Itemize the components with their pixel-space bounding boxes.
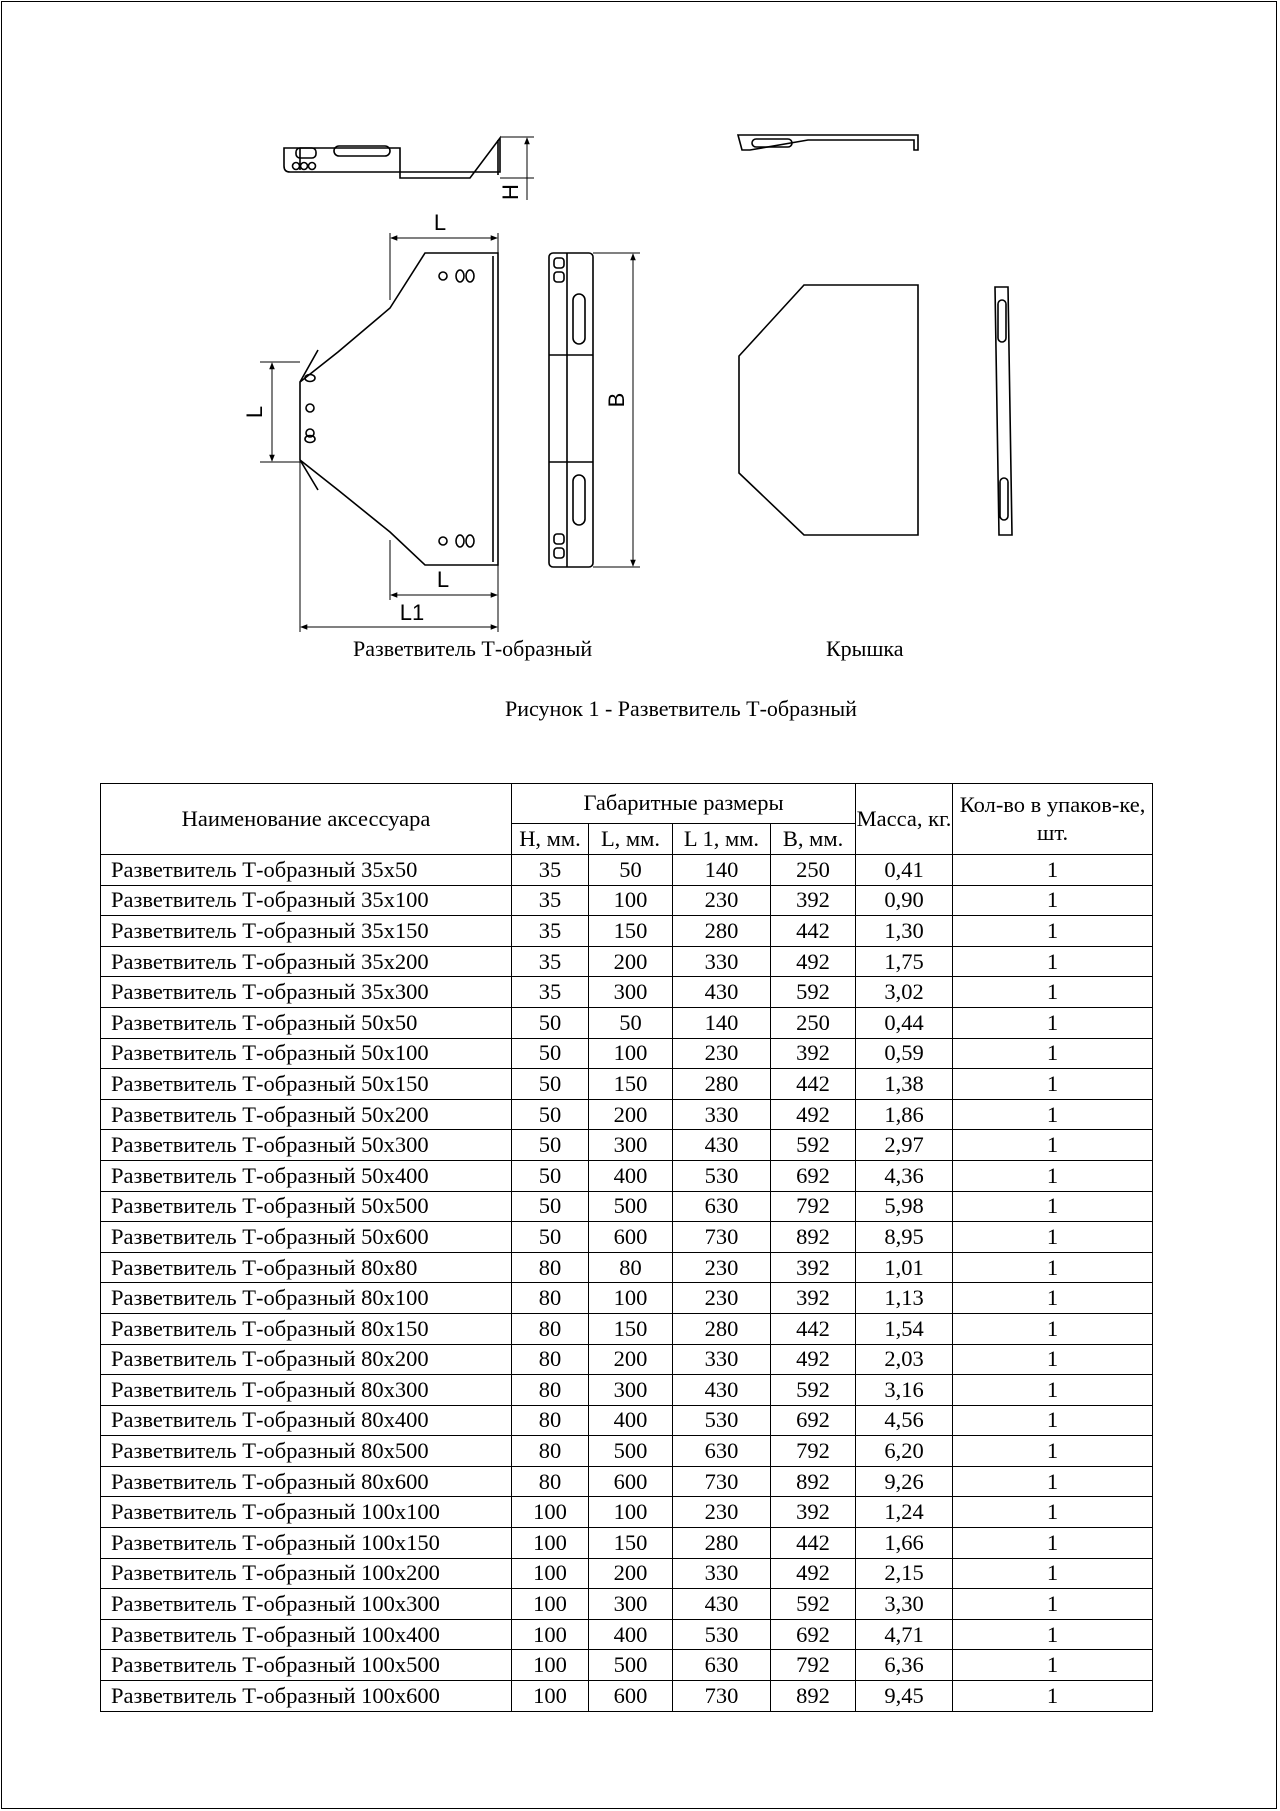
cell-name: Разветвитель Т-образный 100х600 — [101, 1681, 512, 1712]
side-view — [284, 137, 534, 200]
cell-name: Разветвитель Т-образный 50х500 — [101, 1191, 512, 1222]
cell-mass: 1,66 — [856, 1528, 953, 1559]
cell-qty: 1 — [953, 1375, 1153, 1406]
cell-l: 600 — [589, 1466, 673, 1497]
cell-l: 400 — [589, 1619, 673, 1650]
cell-qty: 1 — [953, 1252, 1153, 1283]
cell-b: 592 — [771, 1375, 856, 1406]
cover-side-view — [738, 135, 918, 150]
cell-name: Разветвитель Т-образный 100х100 — [101, 1497, 512, 1528]
dim-label-l-top: L — [433, 210, 447, 235]
header-qty: Кол-во в упаков-ке, шт. — [953, 784, 1153, 855]
cell-mass: 1,24 — [856, 1497, 953, 1528]
cell-mass: 0,44 — [856, 1007, 953, 1038]
cell-h: 50 — [512, 1222, 589, 1253]
dim-label-l-left: L — [242, 405, 267, 419]
cell-h: 100 — [512, 1589, 589, 1620]
cell-mass: 6,20 — [856, 1436, 953, 1467]
table-row — [101, 1130, 1153, 1161]
cell-h: 50 — [512, 1038, 589, 1069]
cell-l1: 230 — [673, 1497, 771, 1528]
cell-mass: 8,95 — [856, 1222, 953, 1253]
cell-mass: 3,30 — [856, 1589, 953, 1620]
cell-name: Разветвитель Т-образный 100х200 — [101, 1558, 512, 1589]
cell-qty: 1 — [953, 916, 1153, 947]
cell-name: Разветвитель Т-образный 80х200 — [101, 1344, 512, 1375]
cell-mass: 4,36 — [856, 1160, 953, 1191]
cell-qty: 1 — [953, 855, 1153, 886]
cell-mass: 0,41 — [856, 855, 953, 886]
table-row — [101, 916, 1153, 947]
cell-mass: 5,98 — [856, 1191, 953, 1222]
cell-b: 392 — [771, 1497, 856, 1528]
cell-qty: 1 — [953, 1589, 1153, 1620]
cell-mass: 9,45 — [856, 1681, 953, 1712]
cell-qty: 1 — [953, 1528, 1153, 1559]
cell-l: 200 — [589, 1558, 673, 1589]
cell-name: Разветвитель Т-образный 100х300 — [101, 1589, 512, 1620]
header-b: B, мм. — [771, 823, 856, 854]
cell-b: 392 — [771, 1252, 856, 1283]
cell-b: 442 — [771, 1528, 856, 1559]
cell-name: Разветвитель Т-образный 35х150 — [101, 916, 512, 947]
cell-qty: 1 — [953, 1222, 1153, 1253]
cell-name: Разветвитель Т-образный 80х600 — [101, 1466, 512, 1497]
cell-h: 80 — [512, 1405, 589, 1436]
cell-h: 35 — [512, 916, 589, 947]
cell-name: Разветвитель Т-образный 80х80 — [101, 1252, 512, 1283]
cell-l: 150 — [589, 916, 673, 947]
cell-mass: 4,71 — [856, 1619, 953, 1650]
spec-table-body — [101, 855, 1153, 1712]
cell-h: 50 — [512, 1130, 589, 1161]
cell-l: 300 — [589, 1589, 673, 1620]
cell-l1: 140 — [673, 855, 771, 886]
cell-h: 80 — [512, 1375, 589, 1406]
table-row — [101, 1222, 1153, 1253]
cell-l: 500 — [589, 1191, 673, 1222]
cell-qty: 1 — [953, 1283, 1153, 1314]
cell-h: 100 — [512, 1497, 589, 1528]
cell-h: 50 — [512, 1191, 589, 1222]
cell-l1: 430 — [673, 1589, 771, 1620]
cell-name: Разветвитель Т-образный 80х500 — [101, 1436, 512, 1467]
cell-b: 250 — [771, 855, 856, 886]
cell-mass: 9,26 — [856, 1466, 953, 1497]
cell-h: 35 — [512, 855, 589, 886]
cell-l: 500 — [589, 1650, 673, 1681]
cell-qty: 1 — [953, 1069, 1153, 1100]
cell-b: 892 — [771, 1222, 856, 1253]
cell-mass: 0,59 — [856, 1038, 953, 1069]
cell-l: 80 — [589, 1252, 673, 1283]
table-row — [101, 946, 1153, 977]
cell-l1: 730 — [673, 1466, 771, 1497]
cell-mass: 4,56 — [856, 1405, 953, 1436]
header-l1: L 1, мм. — [673, 823, 771, 854]
cover-caption: Крышка — [826, 636, 904, 661]
cell-l: 150 — [589, 1528, 673, 1559]
cell-h: 100 — [512, 1558, 589, 1589]
table-row — [101, 1466, 1153, 1497]
dim-label-l-bottom: L — [436, 567, 450, 592]
cell-b: 392 — [771, 1038, 856, 1069]
cell-h: 80 — [512, 1283, 589, 1314]
spec-table — [100, 783, 1153, 1712]
table-row — [101, 1405, 1153, 1436]
cell-l: 600 — [589, 1222, 673, 1253]
cell-l1: 280 — [673, 916, 771, 947]
cell-mass: 3,02 — [856, 977, 953, 1008]
cell-b: 792 — [771, 1436, 856, 1467]
table-row — [101, 1497, 1153, 1528]
cell-l1: 330 — [673, 946, 771, 977]
cell-l1: 630 — [673, 1436, 771, 1467]
table-row — [101, 1313, 1153, 1344]
table-row — [101, 1160, 1153, 1191]
cell-name: Разветвитель Т-образный 80х150 — [101, 1313, 512, 1344]
cell-b: 492 — [771, 1344, 856, 1375]
cell-b: 492 — [771, 1558, 856, 1589]
cell-h: 50 — [512, 1007, 589, 1038]
part-caption: Разветвитель Т-образный — [353, 636, 593, 661]
cell-name: Разветвитель Т-образный 80х100 — [101, 1283, 512, 1314]
header-mass: Масса, кг. — [856, 784, 953, 855]
cell-mass: 6,36 — [856, 1650, 953, 1681]
cell-l1: 330 — [673, 1344, 771, 1375]
table-row — [101, 1283, 1153, 1314]
cell-h: 80 — [512, 1344, 589, 1375]
header-dimensions: Габаритные размеры — [512, 784, 856, 824]
dim-label-h: H — [498, 184, 523, 200]
table-row — [101, 1007, 1153, 1038]
cell-l1: 430 — [673, 977, 771, 1008]
cell-name: Разветвитель Т-образный 80х400 — [101, 1405, 512, 1436]
cell-mass: 2,97 — [856, 1130, 953, 1161]
cell-name: Разветвитель Т-образный 100х150 — [101, 1528, 512, 1559]
cell-l1: 430 — [673, 1130, 771, 1161]
cell-l1: 330 — [673, 1099, 771, 1130]
cell-mass: 3,16 — [856, 1375, 953, 1406]
cell-b: 250 — [771, 1007, 856, 1038]
cell-qty: 1 — [953, 1466, 1153, 1497]
cell-l1: 530 — [673, 1405, 771, 1436]
table-row — [101, 1252, 1153, 1283]
cell-h: 80 — [512, 1436, 589, 1467]
dim-label-l1: L1 — [399, 600, 425, 625]
cell-l1: 280 — [673, 1313, 771, 1344]
table-row — [101, 1681, 1153, 1712]
cell-h: 35 — [512, 946, 589, 977]
table-row — [101, 1619, 1153, 1650]
cell-b: 592 — [771, 1130, 856, 1161]
cell-l1: 730 — [673, 1681, 771, 1712]
cell-l: 50 — [589, 855, 673, 886]
cell-h: 35 — [512, 885, 589, 916]
cell-qty: 1 — [953, 1038, 1153, 1069]
cell-l: 300 — [589, 1130, 673, 1161]
cell-qty: 1 — [953, 946, 1153, 977]
cell-h: 100 — [512, 1528, 589, 1559]
cell-l1: 280 — [673, 1069, 771, 1100]
cell-l1: 430 — [673, 1375, 771, 1406]
cell-name: Разветвитель Т-образный 50х50 — [101, 1007, 512, 1038]
cell-b: 442 — [771, 1069, 856, 1100]
cell-qty: 1 — [953, 1497, 1153, 1528]
cell-qty: 1 — [953, 1191, 1153, 1222]
cell-h: 100 — [512, 1650, 589, 1681]
cell-l1: 330 — [673, 1558, 771, 1589]
cell-mass: 1,38 — [856, 1069, 953, 1100]
cell-name: Разветвитель Т-образный 100х400 — [101, 1619, 512, 1650]
cell-l1: 230 — [673, 1283, 771, 1314]
cell-l1: 630 — [673, 1650, 771, 1681]
cell-l1: 230 — [673, 1252, 771, 1283]
cell-mass: 2,15 — [856, 1558, 953, 1589]
cell-b: 492 — [771, 946, 856, 977]
cell-b: 792 — [771, 1191, 856, 1222]
table-row — [101, 1038, 1153, 1069]
cell-qty: 1 — [953, 1099, 1153, 1130]
table-row — [101, 1650, 1153, 1681]
cell-l1: 630 — [673, 1191, 771, 1222]
cell-qty: 1 — [953, 1130, 1153, 1161]
cell-b: 392 — [771, 1283, 856, 1314]
cell-l: 400 — [589, 1405, 673, 1436]
cover-front-view — [995, 287, 1012, 535]
cell-l1: 280 — [673, 1528, 771, 1559]
cell-l: 100 — [589, 1038, 673, 1069]
table-row — [101, 1069, 1153, 1100]
header-l: L, мм. — [589, 823, 673, 854]
cell-mass: 1,01 — [856, 1252, 953, 1283]
dim-label-b: B — [604, 392, 629, 408]
cell-qty: 1 — [953, 1681, 1153, 1712]
cell-qty: 1 — [953, 1558, 1153, 1589]
header-name: Наименование аксессуара — [101, 784, 512, 855]
cell-l1: 730 — [673, 1222, 771, 1253]
cell-mass: 1,30 — [856, 916, 953, 947]
cell-mass: 0,90 — [856, 885, 953, 916]
cell-l1: 230 — [673, 1038, 771, 1069]
cell-h: 80 — [512, 1466, 589, 1497]
cell-l1: 530 — [673, 1619, 771, 1650]
cell-b: 592 — [771, 977, 856, 1008]
cell-l: 50 — [589, 1007, 673, 1038]
cell-name: Разветвитель Т-образный 35х300 — [101, 977, 512, 1008]
cell-l: 200 — [589, 1344, 673, 1375]
cell-h: 100 — [512, 1619, 589, 1650]
cell-h: 100 — [512, 1681, 589, 1712]
header-h: H, мм. — [512, 823, 589, 854]
cell-l: 100 — [589, 1497, 673, 1528]
cell-b: 892 — [771, 1681, 856, 1712]
cell-b: 892 — [771, 1466, 856, 1497]
cell-l: 100 — [589, 885, 673, 916]
table-row — [101, 885, 1153, 916]
cell-name: Разветвитель Т-образный 35х50 — [101, 855, 512, 886]
table-row — [101, 1099, 1153, 1130]
table-row — [101, 1344, 1153, 1375]
cell-qty: 1 — [953, 1007, 1153, 1038]
cell-h: 35 — [512, 977, 589, 1008]
cell-b: 492 — [771, 1099, 856, 1130]
cell-qty: 1 — [953, 1313, 1153, 1344]
cell-name: Разветвитель Т-образный 50х300 — [101, 1130, 512, 1161]
table-row — [101, 855, 1153, 886]
cell-name: Разветвитель Т-образный 50х400 — [101, 1160, 512, 1191]
cell-b: 792 — [771, 1650, 856, 1681]
cell-h: 50 — [512, 1069, 589, 1100]
cell-l: 300 — [589, 977, 673, 1008]
cell-l: 500 — [589, 1436, 673, 1467]
cell-l: 200 — [589, 1099, 673, 1130]
table-row — [101, 1375, 1153, 1406]
cell-l1: 230 — [673, 885, 771, 916]
cell-mass: 1,13 — [856, 1283, 953, 1314]
cover-top-view — [739, 285, 918, 535]
cell-b: 442 — [771, 916, 856, 947]
cell-name: Разветвитель Т-образный 35х100 — [101, 885, 512, 916]
cell-l1: 530 — [673, 1160, 771, 1191]
cell-name: Разветвитель Т-образный 35х200 — [101, 946, 512, 977]
cell-h: 80 — [512, 1252, 589, 1283]
cell-qty: 1 — [953, 977, 1153, 1008]
cell-name: Разветвитель Т-образный 50х200 — [101, 1099, 512, 1130]
table-row — [101, 1558, 1153, 1589]
cell-qty: 1 — [953, 1436, 1153, 1467]
cell-mass: 2,03 — [856, 1344, 953, 1375]
cell-h: 50 — [512, 1160, 589, 1191]
cell-b: 692 — [771, 1405, 856, 1436]
technical-drawing — [0, 0, 1280, 760]
cell-b: 392 — [771, 885, 856, 916]
cell-name: Разветвитель Т-образный 100х500 — [101, 1650, 512, 1681]
cell-l1: 140 — [673, 1007, 771, 1038]
cell-name: Разветвитель Т-образный 50х100 — [101, 1038, 512, 1069]
table-row — [101, 1436, 1153, 1467]
table-row — [101, 1589, 1153, 1620]
cell-name: Разветвитель Т-образный 50х600 — [101, 1222, 512, 1253]
cell-b: 692 — [771, 1160, 856, 1191]
cell-qty: 1 — [953, 1619, 1153, 1650]
cell-qty: 1 — [953, 1650, 1153, 1681]
cell-mass: 1,86 — [856, 1099, 953, 1130]
cell-h: 80 — [512, 1313, 589, 1344]
table-row — [101, 977, 1153, 1008]
cell-b: 592 — [771, 1589, 856, 1620]
table-row — [101, 1528, 1153, 1559]
cell-qty: 1 — [953, 1405, 1153, 1436]
cell-l: 200 — [589, 946, 673, 977]
cell-mass: 1,75 — [856, 946, 953, 977]
cell-l: 150 — [589, 1313, 673, 1344]
cell-h: 50 — [512, 1099, 589, 1130]
cell-l: 300 — [589, 1375, 673, 1406]
cell-qty: 1 — [953, 1344, 1153, 1375]
table-row — [101, 1191, 1153, 1222]
cell-l: 400 — [589, 1160, 673, 1191]
cell-l: 150 — [589, 1069, 673, 1100]
front-view-branch — [549, 253, 640, 567]
top-view-branch — [260, 233, 498, 632]
cell-qty: 1 — [953, 885, 1153, 916]
cell-name: Разветвитель Т-образный 80х300 — [101, 1375, 512, 1406]
cell-qty: 1 — [953, 1160, 1153, 1191]
cell-mass: 1,54 — [856, 1313, 953, 1344]
cell-name: Разветвитель Т-образный 50х150 — [101, 1069, 512, 1100]
cell-l: 100 — [589, 1283, 673, 1314]
cell-b: 442 — [771, 1313, 856, 1344]
figure-caption: Рисунок 1 - Разветвитель Т-образный — [505, 696, 857, 721]
cell-b: 692 — [771, 1619, 856, 1650]
cell-l: 600 — [589, 1681, 673, 1712]
